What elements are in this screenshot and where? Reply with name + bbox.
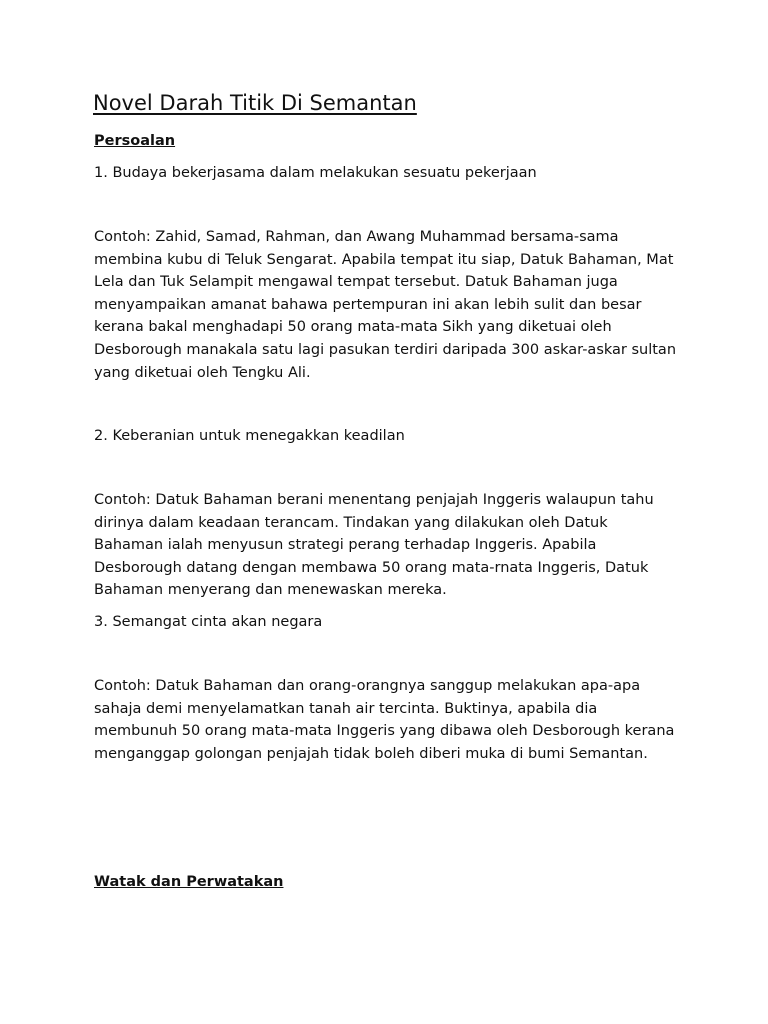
- paragraph-line: sahaja demi menyelamatkan tanah air tercinta. Buktinya, apabila dia: [94, 700, 598, 717]
- paragraph-line: menyampaikan amanat bahawa pertempuran ini akan lebih sulit dan besar: [94, 296, 642, 313]
- section-heading-watak: Watak dan Perwatakan: [94, 874, 284, 890]
- issue-item-2: 2. Keberanian untuk menegakkan keadilan: [94, 428, 405, 444]
- paragraph-line: Bahaman ialah menyusun strategi perang terhadap Inggeris. Apabila: [94, 537, 597, 554]
- paragraph-line: yang diketuai oleh Tengku Ali.: [94, 364, 311, 381]
- document-title: Novel Darah Titik Di Semantan: [93, 91, 417, 115]
- paragraph-line: membunuh 50 orang mata-mata Inggeris yang dibawa oleh Desborough kerana: [94, 723, 675, 740]
- paragraph-line: Desborough manakala satu lagi pasukan terdiri daripada 300 askar-askar sultan: [94, 341, 677, 358]
- paragraph-line: Contoh: Datuk Bahaman berani menentang penjajah Inggeris walaupun tahu: [94, 492, 654, 508]
- paragraph-line: Contoh: Datuk Bahaman dan orang-orangnya sanggup melakukan apa-apa: [94, 678, 641, 694]
- example-paragraph-1: [94, 226, 694, 384]
- paragraph-line: Lela dan Tuk Selampit mengawal tempat tersebut. Datuk Bahaman juga: [94, 274, 618, 291]
- paragraph-line: Contoh: Zahid, Samad, Rahman, dan Awang Muhammad bersama-sama: [94, 229, 619, 245]
- paragraph-line: dirinya dalam keadaan terancam. Tindakan yang dilakukan oleh Datuk: [94, 514, 608, 531]
- issue-item-1: 1. Budaya bekerjasama dalam melakukan sesuatu pekerjaan: [94, 165, 537, 181]
- section-heading-persoalan: Persoalan: [94, 133, 176, 149]
- paragraph-line: Desborough datang dengan membawa 50 orang mata-rnata Inggeris, Datuk: [94, 559, 649, 576]
- example-paragraph-2: [94, 489, 694, 602]
- paragraph-line: menganggap golongan penjajah tidak boleh diberi muka di bumi Semantan.: [94, 745, 648, 762]
- paragraph-line: Bahaman menyerang dan menewaskan mereka.: [94, 582, 447, 599]
- issue-item-3: 3. Semangat cinta akan negara: [94, 614, 323, 630]
- paragraph-line: membina kubu di Teluk Sengarat. Apabila tempat itu siap, Datuk Bahaman, Mat: [94, 251, 674, 268]
- paragraph-line: kerana bakal menghadapi 50 orang mata-mata Sikh yang diketuai oleh: [94, 319, 612, 336]
- example-paragraph-3: [94, 675, 694, 765]
